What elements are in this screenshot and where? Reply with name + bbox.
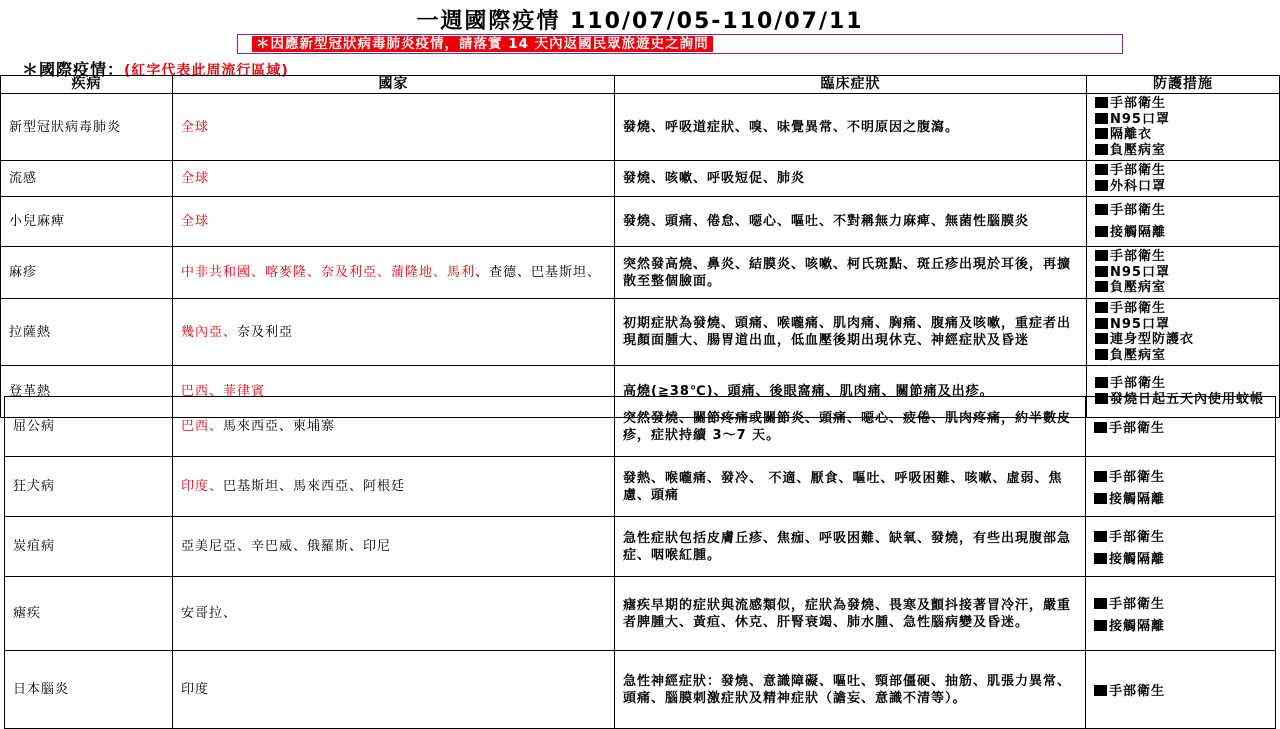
disease-cell: 流感 (1, 161, 173, 197)
symptoms-cell: 突然發燒、關節疼痛或關節炎、頭痛、噁心、疲倦、肌肉疼痛，約半數皮疹，症狀持續 3～7 天。 (615, 397, 1086, 457)
country-text: 巴基斯坦、馬來西亞、阿根廷 (223, 479, 406, 494)
protection-item: 連身型防護衣 (1095, 332, 1271, 348)
protection-item: 接觸隔離 (1094, 619, 1267, 635)
symptoms-cell: 發燒、咳嗽、呼吸短促、肺炎 (615, 161, 1087, 197)
disease-cell: 狂犬病 (5, 457, 173, 517)
epidemic-table-top (0, 75, 1280, 418)
symptoms-cell: 突然發高燒、鼻炎、結膜炎、咳嗽、柯氏斑點、斑丘疹出現於耳後，再擴散至整個臉面。 (615, 247, 1087, 299)
disease-cell: 麻疹 (1, 247, 173, 299)
header-disease: 疾病 (1, 76, 173, 94)
protection-item: 手部衛生 (1095, 376, 1271, 392)
notice-banner (237, 34, 1123, 54)
table-row (1, 247, 1280, 299)
protection-item: 手部衛生 (1095, 301, 1271, 317)
disease-cell: 登革熱 (1, 366, 173, 418)
protection-item: 手部衛生 (1094, 530, 1267, 546)
country-epidemic-text: 全球 (181, 214, 210, 229)
header-symptoms: 臨床症狀 (615, 76, 1087, 94)
country-text: 安哥拉、 (181, 606, 238, 621)
protection-cell (1086, 577, 1276, 651)
country-cell (173, 94, 615, 161)
protection-item: 接觸隔離 (1095, 225, 1271, 241)
table-row (1, 161, 1280, 197)
protection-item: 手部衛生 (1094, 684, 1267, 700)
country-cell (173, 197, 615, 247)
protection-item: 接觸隔離 (1094, 492, 1267, 508)
protection-cell (1087, 299, 1280, 366)
table-row (5, 517, 1276, 577)
protection-item: 負壓病室 (1095, 348, 1271, 364)
country-cell (173, 397, 615, 457)
protection-item: 手部衛生 (1095, 249, 1271, 265)
country-cell (173, 651, 615, 729)
protection-item: 手部衛生 (1095, 163, 1271, 179)
symptoms-cell: 發燒、呼吸道症狀、嗅、味覺異常、不明原因之腹瀉。 (615, 94, 1087, 161)
protection-cell (1087, 94, 1280, 161)
protection-item: N95口罩 (1095, 112, 1271, 128)
protection-item: 手部衛生 (1094, 470, 1267, 486)
country-text: 奈及利亞 (237, 324, 294, 340)
protection-cell (1087, 247, 1280, 299)
protection-item: 手部衛生 (1095, 96, 1271, 112)
epidemic-table-bottom (4, 396, 1276, 729)
disease-cell: 小兒麻痺 (1, 197, 173, 247)
country-text: 馬來西亞、柬埔寨 (223, 419, 336, 434)
country-epidemic-text: 巴西、菲律賓 (181, 384, 266, 399)
protection-cell (1086, 517, 1276, 577)
country-epidemic-text: 全球 (181, 171, 210, 186)
disease-cell: 瘧疾 (5, 577, 173, 651)
protection-item: 手部衛生 (1094, 421, 1267, 437)
country-text: 印度 (181, 682, 210, 697)
disease-cell: 拉薩熱 (1, 299, 173, 366)
protection-cell (1086, 397, 1276, 457)
protection-cell (1087, 197, 1280, 247)
protection-item: 負壓病室 (1095, 143, 1271, 159)
disease-cell: 屈公病 (5, 397, 173, 457)
protection-item: N95口罩 (1095, 265, 1271, 281)
country-cell (173, 161, 615, 197)
table-row (5, 397, 1276, 457)
section-label: ＊國際疫情： (22, 60, 125, 79)
country-cell (173, 457, 615, 517)
protection-item: 接觸隔離 (1094, 552, 1267, 568)
protection-item: 手部衛生 (1095, 203, 1271, 219)
country-epidemic-text: 中非共和國、喀麥隆、奈及利亞、蒲隆地、馬利 (181, 265, 476, 280)
table-row (5, 577, 1276, 651)
country-epidemic-text: 巴西、 (181, 419, 224, 434)
header-country: 國家 (173, 76, 615, 94)
section-note: (紅字代表此周流行區域) (124, 63, 289, 79)
table-row (5, 457, 1276, 517)
protection-item: 發燒日起五天內使用蚊帳 (1095, 392, 1271, 408)
protection-item: N95口罩 (1095, 317, 1271, 333)
country-epidemic-text: 印度、 (181, 479, 224, 494)
notice-text: ＊因應新型冠狀病毒肺炎疫情，請落實 14 天內返國民眾旅遊史之詢問 (252, 36, 713, 52)
country-text: 、查德、巴基斯坦、 (475, 265, 602, 280)
table-row (1, 94, 1280, 161)
symptoms-cell: 發熱、喉嚨痛、發冷、 不適、厭食、嘔吐、呼吸困難、咳嗽、虛弱、焦慮、頭痛 (615, 457, 1086, 517)
protection-cell (1087, 161, 1280, 197)
protection-item: 負壓病室 (1095, 280, 1271, 296)
protection-cell (1086, 651, 1276, 729)
country-cell (173, 247, 615, 299)
symptoms-cell: 初期症狀為發燒、頭痛、喉嚨痛、肌肉痛、胸痛、腹痛及咳嗽，重症者出現顏面腫大、腸胃道出血，低血壓後期出現休克、神經症狀及昏迷 (615, 299, 1087, 366)
protection-cell (1086, 457, 1276, 517)
symptoms-cell: 發燒、頭痛、倦怠、噁心、嘔吐、不對稱無力麻痺、無菌性腦膜炎 (615, 197, 1087, 247)
table-header-row (1, 76, 1280, 94)
country-cell (173, 299, 615, 366)
disease-cell: 新型冠狀病毒肺炎 (1, 94, 173, 161)
protection-item: 外科口罩 (1095, 179, 1271, 195)
header-protection: 防護措施 (1087, 76, 1280, 94)
country-epidemic-text: 幾內亞、 (181, 324, 238, 340)
protection-item: 手部衛生 (1094, 597, 1267, 613)
symptoms-cell: 急性症狀包括皮膚丘疹、焦痂、呼吸困難、缺氧、發燒，有些出現腹部急症、咽喉紅腫。 (615, 517, 1086, 577)
country-epidemic-text: 全球 (181, 119, 210, 135)
protection-item: 隔離衣 (1095, 127, 1271, 143)
symptoms-cell: 高燒(≧38℃)、頭痛、後眼窩痛、肌肉痛、關節痛及出疹。 (615, 366, 1087, 418)
country-text: 亞美尼亞、辛巴威、俄羅斯、印尼 (181, 539, 392, 554)
table-row (1, 299, 1280, 366)
disease-cell: 日本腦炎 (5, 651, 173, 729)
page-title: 一週國際疫情 110/07/05-110/07/11 (416, 9, 864, 34)
table-row (1, 197, 1280, 247)
country-cell (173, 517, 615, 577)
table-row (5, 651, 1276, 729)
symptoms-cell: 急性神經症狀：發燒、意識障礙、嘔吐、頸部僵硬、抽筋、肌張力異常、頭痛、腦膜刺激症狀及精神症狀（譫妄、意識不清等）。 (615, 651, 1086, 729)
symptoms-cell: 瘧疾早期的症狀與流感類似，症狀為發燒、畏寒及顫抖接著冒冷汗，嚴重者脾腫大、黃疸、休克、肝腎衰竭、肺水腫、急性腦病變及昏迷。 (615, 577, 1086, 651)
country-cell (173, 577, 615, 651)
disease-cell: 炭疽病 (5, 517, 173, 577)
